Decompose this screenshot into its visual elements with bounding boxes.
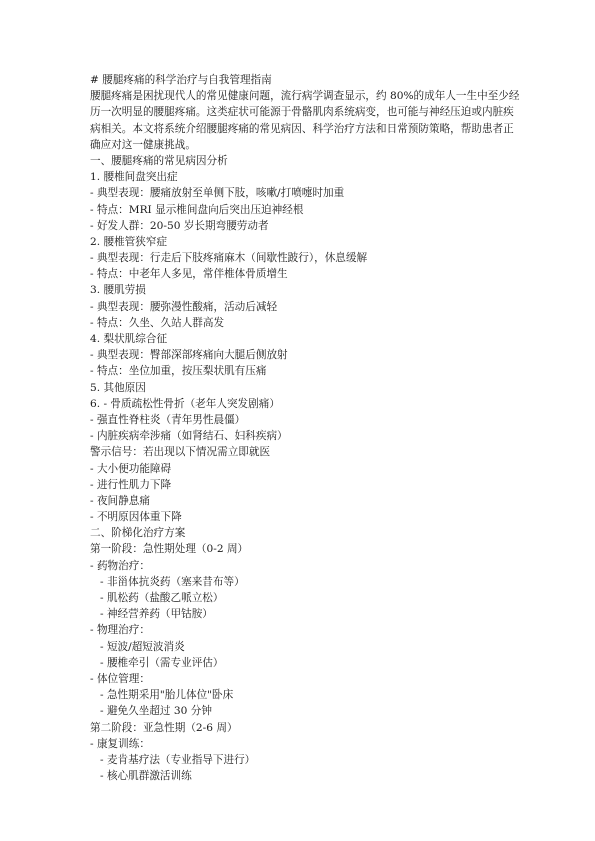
text-line: - 特点：MRI 显示椎间盘向后突出压迫神经根 [90, 203, 304, 216]
text-line: - 夜间静息痛 [90, 494, 150, 507]
text-line: 二、阶梯化治疗方案 [90, 527, 186, 540]
text-line: 4. 梨状肌综合征 [90, 333, 168, 345]
sub-list-item: - 急性期采用"胎儿体位"卧床 [100, 689, 234, 702]
text-line: - 康复训练： [90, 737, 150, 750]
text-line: - 体位管理： [90, 672, 150, 685]
intro-line: 腰腿疼痛是困扰现代人的常见健康问题，流行病学调查显示，约 80%的成年人一生中至少经 [90, 90, 520, 103]
intro-line: 确应对这一健康挑战。 [90, 138, 196, 151]
sub-list-item: - 核心肌群激活训练 [100, 770, 192, 783]
sub-list-item: - 神经营养药（甲钴胺） [100, 608, 213, 621]
body-lines [90, 153, 520, 784]
sub-list-item: - 非甾体抗炎药（塞来昔布等） [100, 575, 245, 588]
text-line: - 进行性肌力下降 [90, 478, 172, 491]
sub-list-item: - 肌松药（盐酸乙哌立松） [100, 592, 224, 604]
text-line: - 物理治疗： [90, 624, 150, 637]
text-line: - 不明原因体重下降 [90, 511, 182, 524]
text-line: - 大小便功能障碍 [90, 462, 172, 475]
intro-line: 病相关。本文将系统介绍腰腿疼痛的常见病因、科学治疗方法和日常预防策略，帮助患者正 [90, 122, 514, 135]
text-line: 第一阶段：急性期处理（0-2 周） [90, 543, 249, 556]
text-line: - 典型表现：臀部深部疼痛向大腿后侧放射 [90, 349, 288, 362]
sub-list-item: - 腰椎牵引（需专业评估） [100, 656, 224, 669]
text-line: 2. 腰椎管狭窄症 [90, 235, 168, 248]
text-line: - 典型表现：腰痛放射至单侧下肢，咳嗽/打喷嚏时加重 [90, 187, 345, 200]
text-line: 警示信号：若出现以下情况需立即就医 [90, 446, 271, 459]
text-line: 1. 腰椎间盘突出症 [90, 171, 178, 184]
text-line: - 特点：中老年人多见，常伴椎体骨质增生 [90, 268, 288, 281]
text-line: - 药物治疗： [90, 559, 150, 572]
intro-paragraph [90, 88, 520, 153]
text-line: - 典型表现：腰弥漫性酸痛，活动后减轻 [90, 300, 278, 313]
text-line: - 好发人群：20-50 岁长期弯腰劳动者 [90, 219, 269, 232]
text-line: 3. 腰肌劳损 [90, 284, 146, 297]
text-line: 一、腰腿疼痛的常见病因分析 [90, 154, 228, 167]
text-line: - 特点：坐位加重，按压梨状肌有压痛 [90, 365, 267, 378]
text-line: 6. - 骨质疏松性骨折（老年人突发剧痛） [90, 397, 280, 410]
text-line: - 强直性脊柱炎（青年男性晨僵） [90, 413, 246, 426]
sub-list-item: - 避免久坐超过 30 分钟 [100, 705, 212, 718]
text-line: 第二阶段：亚急性期（2-6 周） [90, 721, 238, 734]
text-line: - 内脏疾病牵涉痛（如肾结石、妇科疾病） [90, 430, 288, 443]
sub-list-item: - 麦肯基疗法（专业指导下进行） [100, 753, 256, 766]
text-line: - 特点：久坐、久站人群高发 [90, 316, 225, 329]
document-body [90, 72, 520, 784]
text-line: - 典型表现：行走后下肢疼痛麻木（间歇性跛行），休息缓解 [90, 252, 368, 265]
sub-list-item: - 短波/超短波消炎 [100, 640, 185, 653]
intro-line: 历一次明显的腰腿疼痛。这类症状可能源于骨骼肌肉系统病变，也可能与神经压迫或内脏疾 [90, 106, 514, 119]
text-line: 5. 其他原因 [90, 381, 146, 394]
document-title: # 腰腿疼痛的科学治疗与自我管理指南 [90, 74, 272, 86]
